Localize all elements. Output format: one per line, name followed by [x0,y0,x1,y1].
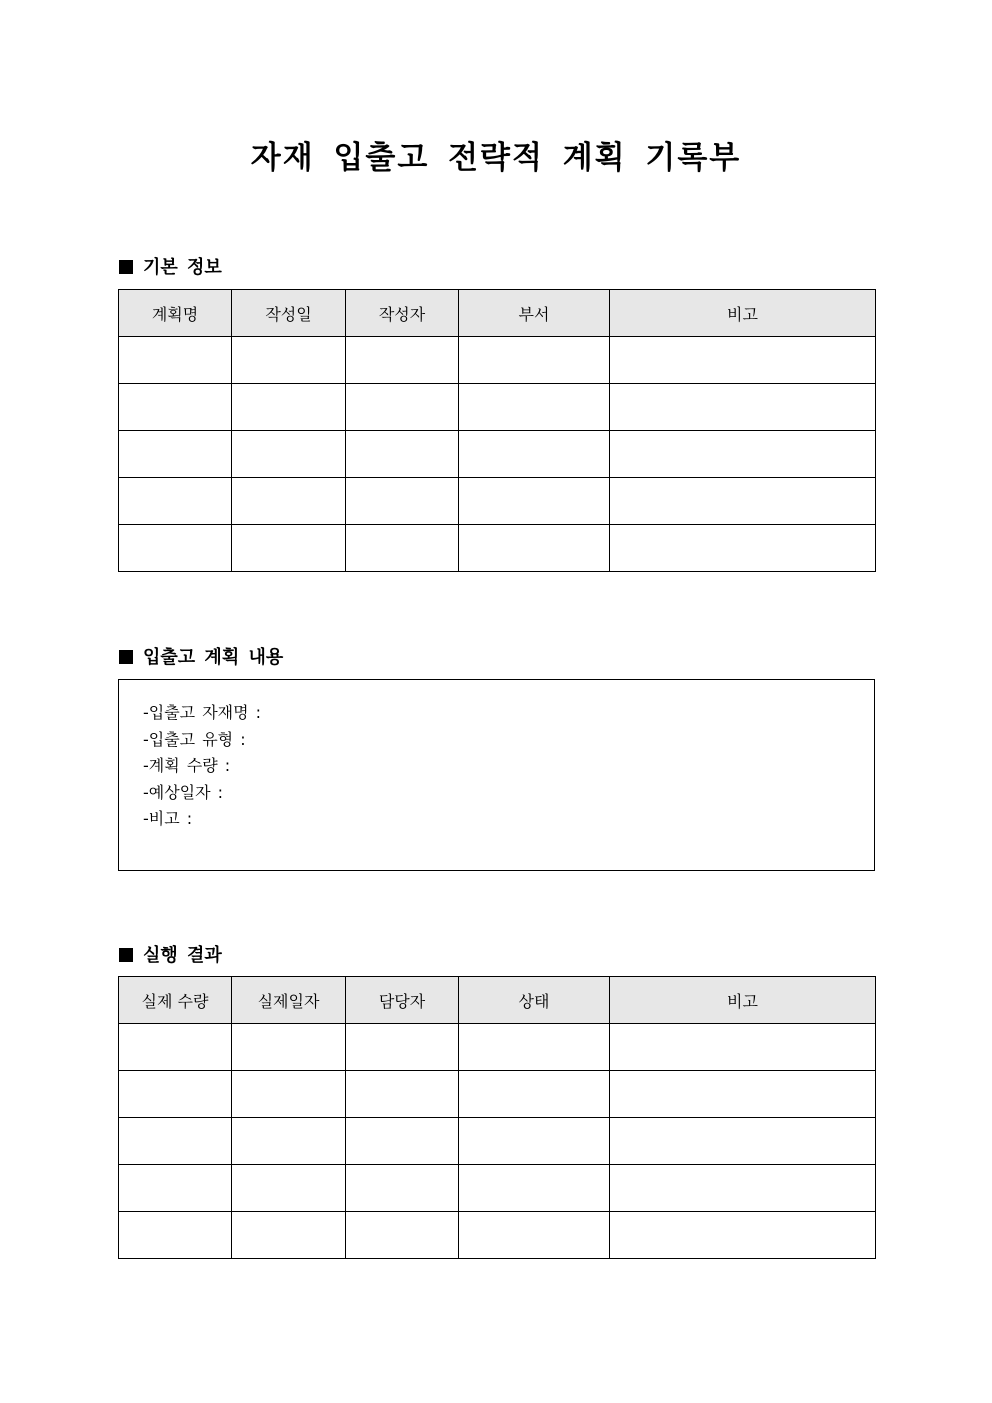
result-heading [119,941,222,967]
table-row [119,384,876,431]
table-cell[interactable] [610,384,876,431]
table-cell[interactable] [610,337,876,384]
column-header: 작성일 [232,290,346,337]
column-header: 실제일자 [232,977,346,1024]
table-cell[interactable] [610,1118,876,1165]
table-cell[interactable] [119,1212,232,1259]
table-cell[interactable] [232,1024,346,1071]
table-row [119,337,876,384]
table-cell[interactable] [232,1071,346,1118]
table-cell[interactable] [346,431,459,478]
table-row [119,1212,876,1259]
table-row [119,525,876,572]
table-cell[interactable] [459,1024,610,1071]
table-cell[interactable] [459,384,610,431]
column-header: 담당자 [346,977,459,1024]
table-row [119,1118,876,1165]
plan-field-type: -입출고 유형 : [143,729,246,749]
table-cell[interactable] [119,1024,232,1071]
table-row [119,1165,876,1212]
table-cell[interactable] [119,478,232,525]
table-cell[interactable] [232,1165,346,1212]
plan-field-material-name: -입출고 자재명 : [143,703,262,722]
table-cell[interactable] [459,1071,610,1118]
table-cell[interactable] [346,1071,459,1118]
result-header-row [119,977,876,1024]
table-cell[interactable] [119,1165,232,1212]
table-cell[interactable] [119,525,232,572]
table-cell[interactable] [610,1212,876,1259]
table-cell[interactable] [119,1071,232,1118]
column-header: 부서 [459,290,610,337]
table-cell[interactable] [232,431,346,478]
table-cell[interactable] [232,1212,346,1259]
plan-field-quantity: -계획 수량 : [143,756,231,775]
plan-field-remarks: -비고 : [143,809,193,828]
basic-info-table [118,289,876,572]
column-header: 계획명 [119,290,232,337]
plan-heading-label: 입출고 계획 내용 [143,647,284,668]
table-cell[interactable] [346,525,459,572]
column-header: 작성자 [346,290,459,337]
table-cell[interactable] [346,1024,459,1071]
basic-info-heading [119,253,222,279]
table-cell[interactable] [346,1212,459,1259]
table-cell[interactable] [119,1118,232,1165]
table-row [119,478,876,525]
square-bullet-icon [119,948,133,962]
result-heading-label: 실행 결과 [143,945,222,966]
table-cell[interactable] [232,337,346,384]
plan-field-list [119,680,874,833]
table-cell[interactable] [232,525,346,572]
table-cell[interactable] [610,1165,876,1212]
square-bullet-icon [119,260,133,274]
square-bullet-icon [119,650,133,664]
table-cell[interactable] [459,478,610,525]
basic-info-heading-label: 기본 정보 [143,257,222,278]
table-cell[interactable] [459,337,610,384]
table-cell[interactable] [232,478,346,525]
table-cell[interactable] [232,384,346,431]
table-cell[interactable] [610,1071,876,1118]
document-title: 자재 입출고 전략적 계획 기록부 [250,140,742,176]
plan-heading [119,643,283,669]
table-cell[interactable] [346,384,459,431]
table-cell[interactable] [610,1024,876,1071]
table-cell[interactable] [346,478,459,525]
table-cell[interactable] [459,1118,610,1165]
plan-field-expected-date: -예상일자 : [143,782,224,802]
table-cell[interactable] [232,1118,346,1165]
table-cell[interactable] [459,1212,610,1259]
table-cell[interactable] [610,431,876,478]
column-header: 비고 [610,290,876,337]
table-row [119,1024,876,1071]
table-cell[interactable] [610,478,876,525]
table-row [119,1071,876,1118]
result-table [118,976,876,1259]
table-cell[interactable] [119,337,232,384]
basic-info-header-row [119,290,876,337]
table-cell[interactable] [346,1118,459,1165]
column-header: 상태 [459,977,610,1024]
table-cell[interactable] [610,525,876,572]
column-header: 실제 수량 [119,977,232,1024]
table-cell[interactable] [459,431,610,478]
table-cell[interactable] [459,525,610,572]
table-row [119,431,876,478]
column-header: 비고 [610,977,876,1024]
table-cell[interactable] [346,1165,459,1212]
table-cell[interactable] [459,1165,610,1212]
table-cell[interactable] [119,384,232,431]
plan-content-box[interactable] [118,679,875,871]
table-cell[interactable] [119,431,232,478]
table-cell[interactable] [346,337,459,384]
